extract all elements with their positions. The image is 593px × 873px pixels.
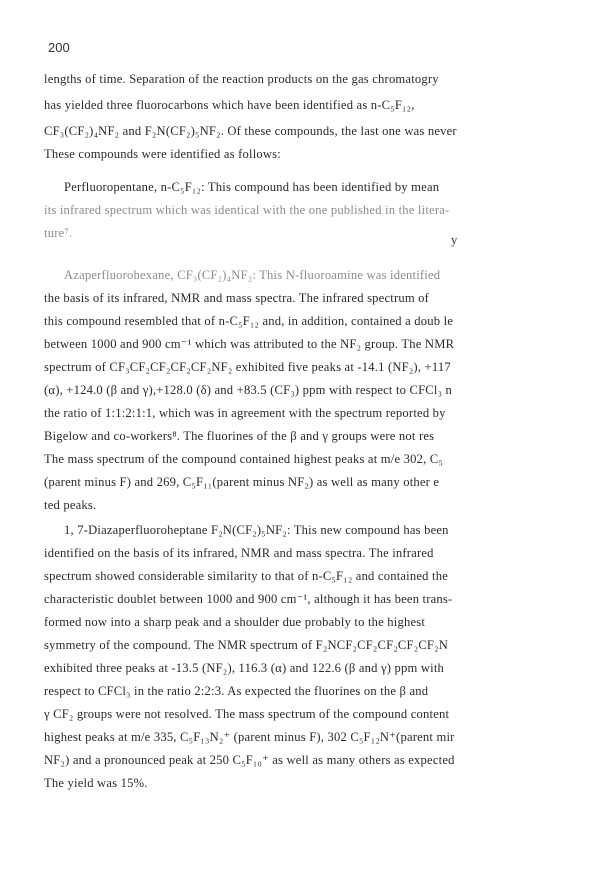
text-line: γ CF₂ groups were not resolved. The mass spectrum of the compound content xyxy=(44,707,450,721)
text-line: has yielded three fluorocarbons which have been identified as n-C₅F₁₂, xyxy=(44,98,415,112)
text-line: respect to CFCl₃ in the ratio 2:2:3. As expected the fluorines on the β and xyxy=(44,684,429,698)
text-line: symmetry of the compound. The NMR spectrum of F₂NCF₂CF₂CF₂CF₂CF₂N xyxy=(44,638,449,652)
text-line: NF₂) and a pronounced peak at 250 C₅F₁₀⁺ as well as many others as expected xyxy=(44,753,455,767)
text-line: CF₃(CF₂)₄NF₂ and F₂N(CF₂)₅NF₂. Of these compounds, the last one was never xyxy=(44,124,457,138)
text-line: ture⁷. xyxy=(44,226,73,240)
text-line: ted peaks. xyxy=(44,498,97,512)
text-line: lengths of time. Separation of the reaction products on the gas chromatogry xyxy=(44,72,439,86)
text-line: (parent minus F) and 269, C₅F₁₁(parent minus NF₂) as well as many other e xyxy=(44,475,440,489)
text-line: 1, 7-Diazaperfluoroheptane F₂N(CF₂)₅NF₂: This new compound has been xyxy=(64,523,449,537)
text-line: highest peaks at m/e 335, C₅F₁₃N₂⁺ (parent minus F), 302 C₅F₁₂N⁺(parent mir xyxy=(44,730,455,744)
text-line: the basis of its infrared, NMR and mass spectra. The infrared spectrum of xyxy=(44,291,430,305)
stray-mark: y xyxy=(451,233,458,247)
page-number: 200 xyxy=(48,40,70,55)
text-line: Perfluoropentane, n-C₅F₁₂: This compound has been identified by mean xyxy=(64,180,440,194)
text-line: formed now into a sharp peak and a shoulder due probably to the highest xyxy=(44,615,426,629)
paragraph-perfluoropentane xyxy=(44,176,554,245)
text-line: These compounds were identified as follows: xyxy=(44,147,281,161)
text-line: spectrum showed considerable similarity to that of n-C₅F₁₂ and contained the xyxy=(44,569,448,583)
text-line: this compound resembled that of n-C₅F₁₂ and, in addition, contained a doub le xyxy=(44,314,454,328)
paragraph-reaction-products xyxy=(44,68,554,166)
text-line: (α), +124.0 (β and γ),+128.0 (δ) and +83.5 (CF₃) ppm with respect to CFCl₃ n xyxy=(44,383,453,397)
text-line: Azaperfluorohexane, CF₃(CF₂)₄NF₂: This N-fluoroamine was identified xyxy=(64,268,441,282)
text-line: spectrum of CF₃CF₂CF₂CF₂CF₂NF₂ exhibited five peaks at -14.1 (NF₂), +117 xyxy=(44,360,451,374)
text-line: the ratio of 1:1:2:1:1, which was in agreement with the spectrum reported by xyxy=(44,406,446,420)
text-line: The mass spectrum of the compound contained highest peaks at m/e 302, C₅ xyxy=(44,452,443,466)
paragraph-diazaperfluoroheptane xyxy=(44,519,554,795)
text-line: exhibited three peaks at -13.5 (NF₂), 116.3 (α) and 122.6 (β and γ) ppm with xyxy=(44,661,445,675)
text-line: between 1000 and 900 cm⁻¹ which was attributed to the NF₂ group. The NMR xyxy=(44,337,455,351)
paragraph-azaperfluorohexane xyxy=(44,264,554,517)
text-line: characteristic doublet between 1000 and 900 cm⁻¹, although it has been trans- xyxy=(44,592,453,606)
text-line: identified on the basis of its infrared, NMR and mass spectra. The infrared xyxy=(44,546,434,560)
text-line: The yield was 15%. xyxy=(44,776,148,790)
text-line: its infrared spectrum which was identical with the one published in the litera- xyxy=(44,203,450,217)
text-line: Bigelow and co-workers⁸. The fluorines of the β and γ groups were not res xyxy=(44,429,435,443)
